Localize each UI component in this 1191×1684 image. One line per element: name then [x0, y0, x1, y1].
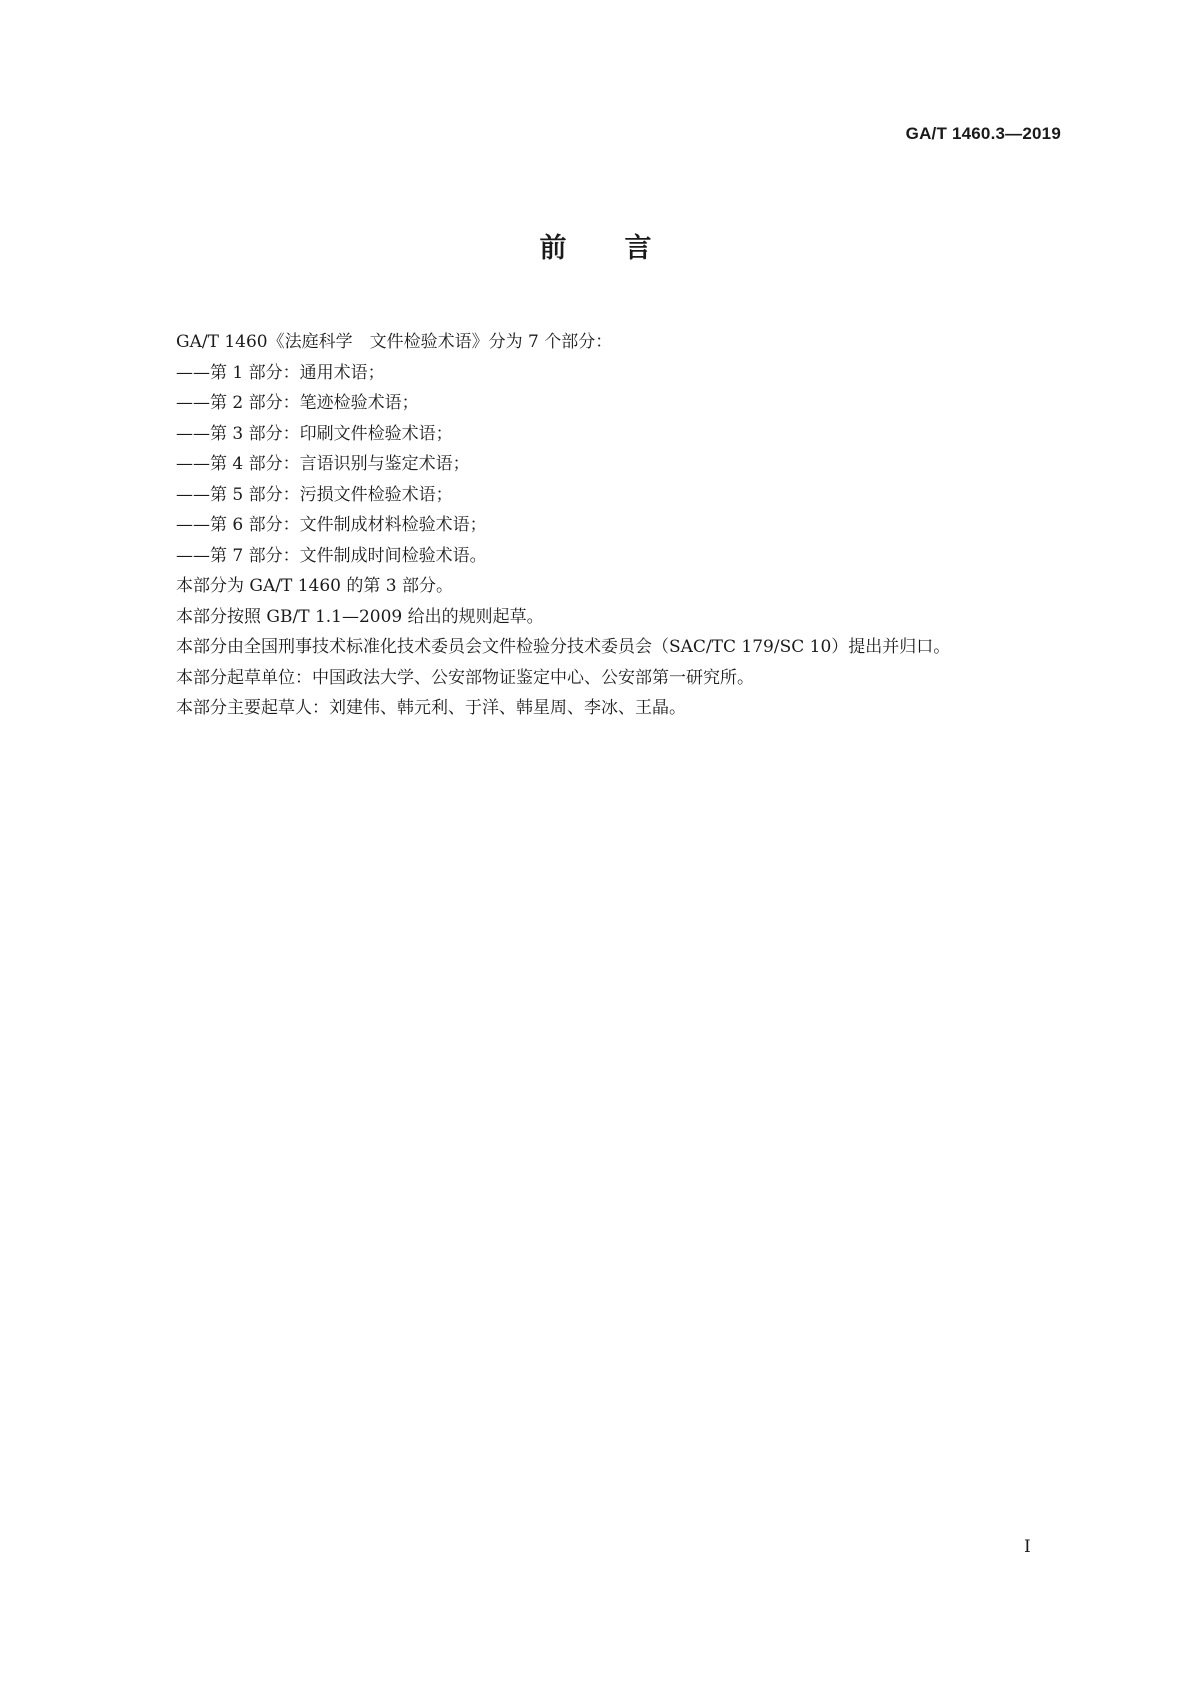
intro-paragraph: GA/T 1460《法庭科学 文件检验术语》分为 7 个部分： — [176, 332, 613, 352]
document-code: GA/T 1460.3—2019 — [905, 124, 1061, 143]
part-list-item-6: ——第 6 部分：文件制成材料检验术语； — [176, 515, 487, 535]
part-list-item-4: ——第 4 部分：言语识别与鉴定术语； — [176, 454, 470, 474]
part-list-item-3: ——第 3 部分：印刷文件检验术语； — [176, 423, 453, 444]
page-number: I — [1024, 1537, 1031, 1557]
part-statement: 本部分为 GA/T 1460 的第 3 部分。 — [176, 576, 454, 596]
part-list-item-7: ——第 7 部分：文件制成时间检验术语。 — [176, 545, 487, 566]
main-drafters: 本部分主要起草人：刘建伟、韩元利、于洋、韩星周、李冰、王晶。 — [176, 698, 686, 718]
foreword-body — [131, 327, 1063, 724]
proposer-paragraph: 本部分由全国刑事技术标准化技术委员会文件检验分技术委员会（SAC/TC 179/SC 10）提出并归口。 — [176, 637, 951, 657]
part-list-item-5: ——第 5 部分：污损文件检验术语； — [176, 484, 453, 505]
drafting-units: 本部分起草单位：中国政法大学、公安部物证鉴定中心、公安部第一研究所。 — [176, 667, 754, 688]
part-list-item-1: ——第 1 部分：通用术语； — [176, 362, 385, 383]
page-title: 前言 — [539, 233, 710, 264]
drafting-rules: 本部分按照 GB/T 1.1—2009 给出的规则起草。 — [176, 606, 544, 627]
part-list-item-2: ——第 2 部分：笔迹检验术语； — [176, 393, 419, 413]
